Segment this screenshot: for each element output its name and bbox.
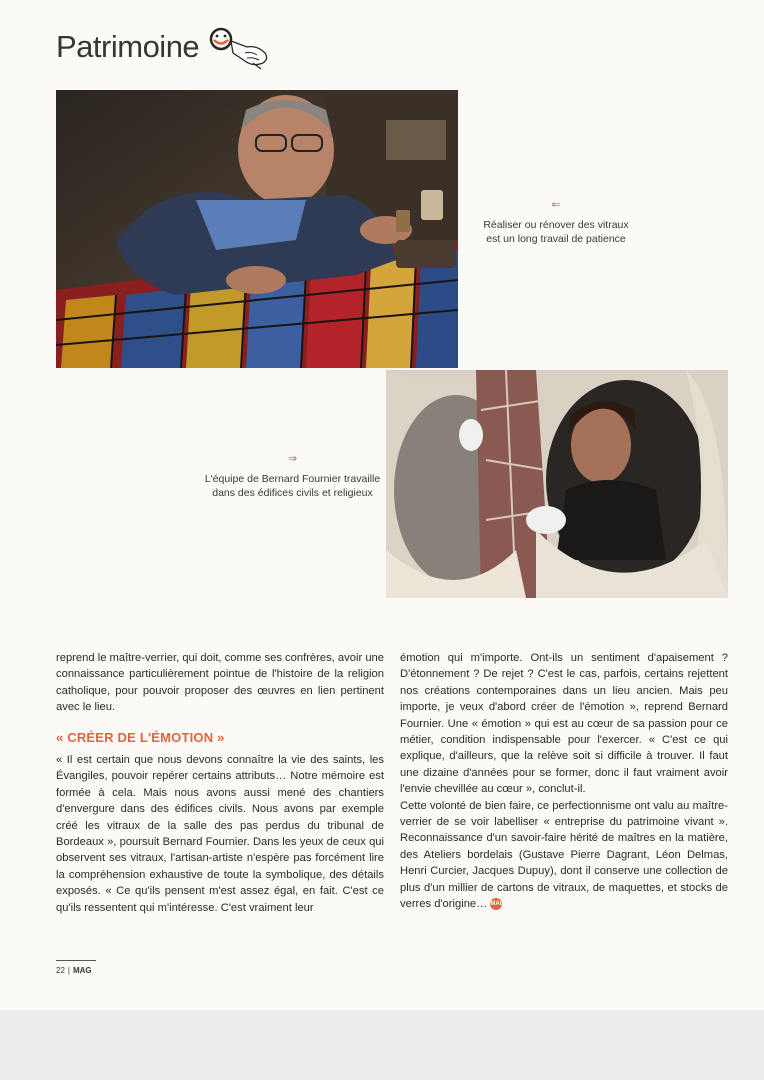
arrow-right-icon: ⇒ (287, 453, 298, 465)
magazine-name: MAG (72, 966, 92, 975)
scan-margin (0, 1010, 764, 1080)
paragraph-body-3-text: Cette volonté de bien faire, ce perfectionnisme ont valu au maître-verrier de se voir labelliser « entreprise du patrimoine vivant ». Reconnaissance d'un savoir-faire hérité de maîtres en la matière, des Ateliers bordelais (Gustave Pierre Dagrant, Léon Delmas, Henri Curcier, Jacques Dupuy), dont il conserve une collection de plus d'un millier de cartons de vitraux, de maquettes, et stocks de verres d'origine… (400, 799, 728, 911)
photo-caption-2 (200, 452, 385, 500)
section-header (56, 22, 275, 72)
footer-separator: | (67, 966, 70, 975)
article-column-2 (400, 650, 728, 916)
end-of-article-icon: MAG (490, 898, 502, 910)
paragraph-intro: reprend le maître-verrier, qui doit, comme ses confrères, avoir une connaissance particulièrement pointue de l'histoire de la religion catholique, pour pouvoir proposer des œuvres en lien pertinent avec le lieu. (56, 652, 384, 714)
hand-with-eye-icon (205, 23, 275, 71)
page-footer (56, 966, 92, 975)
paragraph-body-1: « Il est certain que nous devons connaître la vie des saints, les Évangiles, pouvoir repérer certains attributs… Notre mémoire est formée à cela. Mais nous avons aussi mené des chantiers d'envergure dans des édifices civils. Nous avons par exemple créé les vitraux de la salle des pas perdus du tribunal de Bordeaux », poursuit Bernard Fournier. Dans les yeux de ceux qui observent ses vitraux, l'artisan-artiste n'espère pas forcément lire la compréhension exhaustive de toute la symbolique, des détails exposés. « Ce qu'ils pensent m'est assez égal, en fait. C'est ce qu'ils ressentent qui m'intéresse. C'est vraiment leur (56, 754, 384, 914)
footer-rule (56, 960, 96, 961)
arrow-left-icon: ⇐ (551, 199, 561, 211)
paragraph-body-3 (400, 798, 728, 913)
photo-caption-1 (476, 198, 636, 246)
caption-text-2: L'équipe de Bernard Fournier travaille dans des édifices civils et religieux (204, 473, 381, 499)
page-number: 22 (56, 966, 65, 975)
stained-glass-painting-photo (56, 90, 458, 368)
window-restoration-photo (386, 370, 728, 598)
article-body (56, 650, 728, 916)
paragraph-body-2: émotion qui m'importe. Ont-ils un sentiment d'apaisement ? D'étonnement ? De rejet ? C'est le cas, parfois, certains rejettent nos créations contemporaines dans un lieu ancien. Mais peu importe, je veux d'abord créer de l'émotion », reprend Bernard Fournier. Une « émotion » qui est au cœur de sa passion pour ce métier, condition indispensable pour l'exercer. « C'est ce qui explique, d'ailleurs, que la relève soit si difficile à trouver. Il faut une dizaine d'années pour se former, donc il faut vraiment avoir l'envie chevillée au cœur », conclut-il. (400, 652, 728, 796)
caption-text-1: Réaliser ou rénover des vitraux est un long travail de patience (483, 219, 629, 245)
article-subheading: « CRÉER DE L'ÉMOTION » (56, 729, 225, 745)
article-column-1 (56, 650, 384, 916)
section-title: Patrimoine (56, 29, 200, 64)
